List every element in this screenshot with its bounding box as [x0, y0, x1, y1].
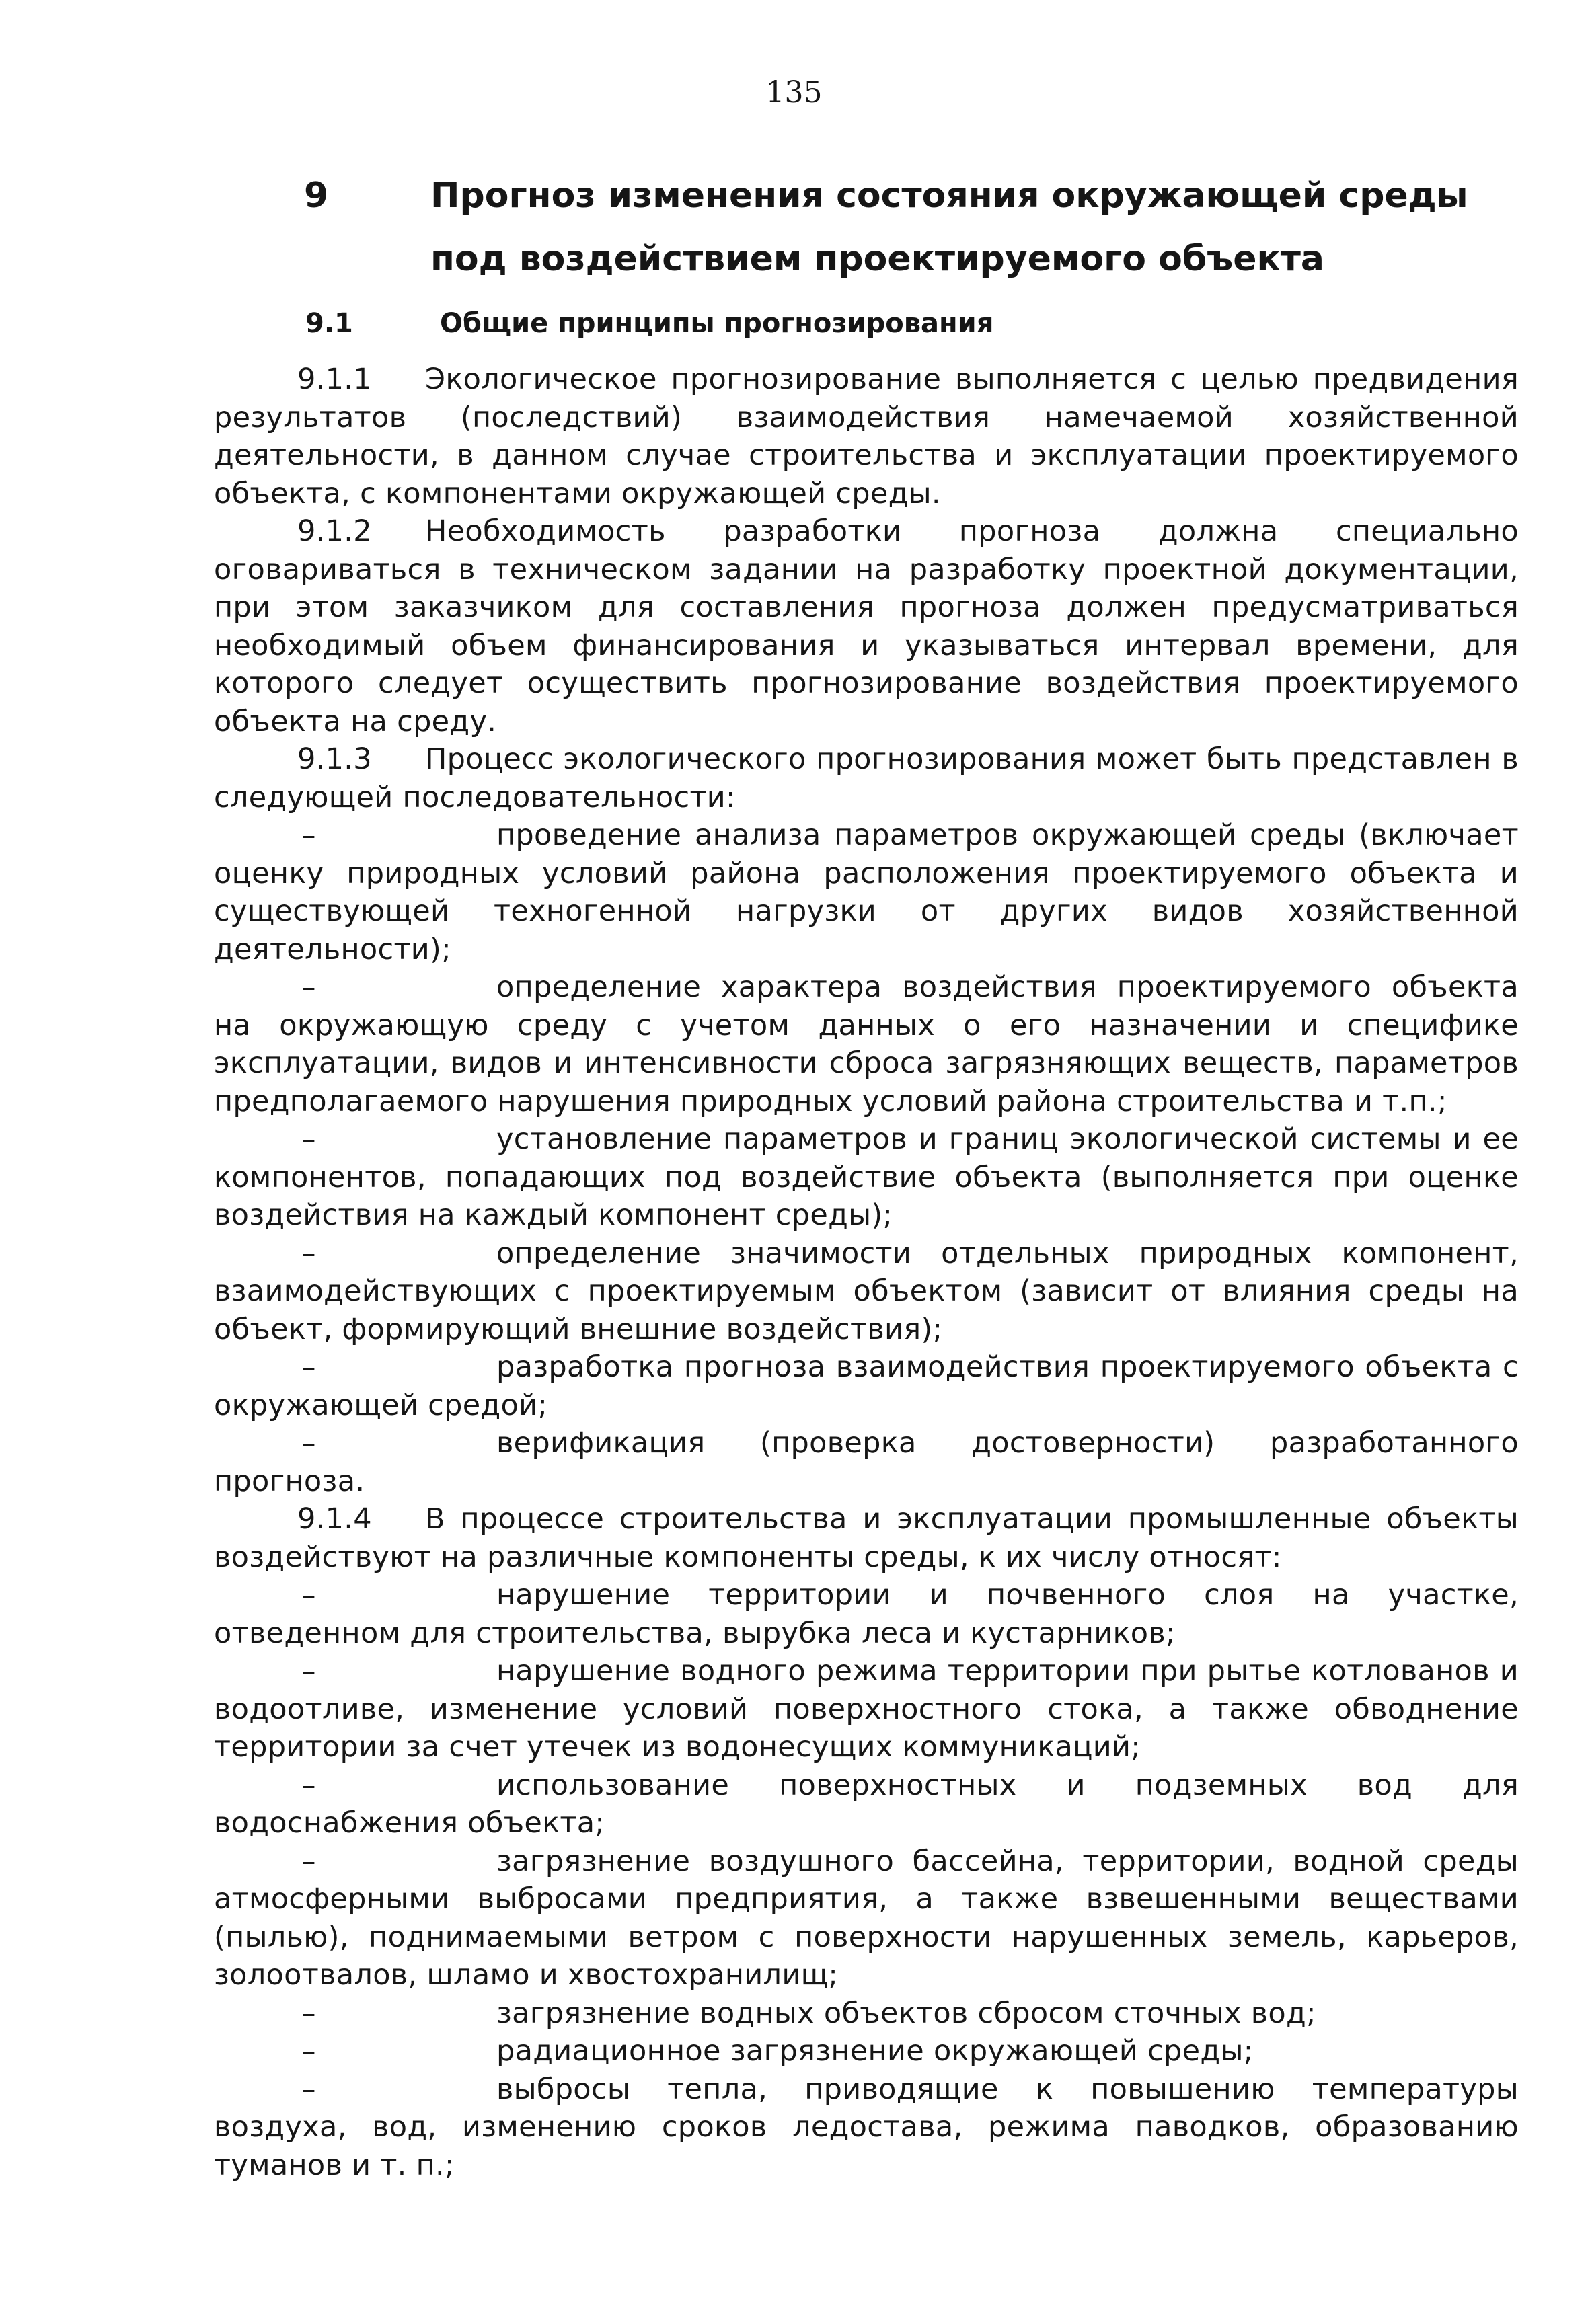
section-title: Прогноз изменения состояния окружающей среды под воздействием проектируемого объекта [430, 176, 1468, 279]
list-item [214, 1235, 1519, 1349]
list-item-text: выбросы тепла, приводящие к повышению температуры воздуха, вод, изменению сроков ледостава, режима паводков, образованию туманов и т. п.; [214, 2072, 1519, 2182]
list-dash: – [301, 1654, 316, 1688]
paragraph-number: 9.1.4 [297, 1502, 372, 1536]
list-item [214, 2070, 1519, 2185]
paragraph-text: Необходимость разработки прогноза должна специально оговариваться в техническом задании на разработку проектной документации, при этом заказчиком для составления прогноза должен предусматриваться необходимый объем финансирования и указываться интервал времени, для которого следует осуществить прогнозирование воздействия проектируемого объекта на среду. [214, 514, 1519, 738]
list-item [214, 816, 1519, 968]
list-item [214, 2032, 1519, 2070]
paragraph-9-1-1 [214, 360, 1519, 512]
list-item-text: нарушение водного режима территории при рытье котлованов и водоотливе, изменение условий поверхностного стока, а также обводнение территории за счет утечек из водонесущих коммуникаций; [214, 1654, 1519, 1764]
list-dash: – [301, 1768, 316, 1802]
paragraph-9-1-2 [214, 512, 1519, 740]
list-item-text: загрязнение водных объектов сбросом сточных вод; [496, 1996, 1316, 2030]
paragraph-9-1-4 [214, 1500, 1519, 1576]
list-item [214, 1576, 1519, 1652]
list-item [214, 1120, 1519, 1235]
list-dash: – [301, 1578, 316, 1612]
list-item-text: загрязнение воздушного бассейна, территории, водной среды атмосферными выбросами предприятия, а также взвешенными веществами (пылью), поднимаемыми ветром с поверхности нарушенных земель, карьеров, золоотвалов, шламо и хвостохранилищ; [214, 1844, 1519, 1992]
list-dash: – [301, 1844, 316, 1878]
list-item [214, 1652, 1519, 1767]
list-dash: – [301, 1122, 316, 1156]
list-dash: – [301, 1350, 316, 1384]
list-item-text: определение значимости отдельных природных компонент, взаимодействующих с проектируемым объектом (зависит от влияния среды на объект, формирующий внешние воздействия); [214, 1236, 1519, 1346]
list-dash: – [301, 1996, 316, 2030]
list-item-text: проведение анализа параметров окружающей среды (включает оценку природных условий района расположения проектируемого объекта и существующей техногенной нагрузки от других видов хозяйственной деятельности); [214, 818, 1519, 966]
list-item-text: разработка прогноза взаимодействия проектируемого объекта с окружающей средой; [214, 1350, 1519, 1422]
section-number: 9 [304, 176, 329, 216]
list-item [214, 1348, 1519, 1424]
paragraph-number: 9.1.2 [297, 514, 372, 548]
paragraph-text: В процессе строительства и эксплуатации промышленные объекты воздействуют на различные компоненты среды, к их числу относят: [214, 1502, 1519, 1574]
list-dash: – [301, 1236, 316, 1270]
subsection-number: 9.1 [305, 308, 353, 339]
list-item [214, 1843, 1519, 1994]
list-item-text: верификация (проверка достоверности) разработанного прогноза. [214, 1426, 1519, 1498]
list-item-text: установление параметров и границ экологической системы и ее компонентов, попадающих под воздействие объекта (выполняется при оценке воздействия на каждый компонент среды); [214, 1122, 1519, 1232]
subsection-title: Общие принципы прогнозирования [440, 308, 994, 339]
list-item-text: нарушение территории и почвенного слоя на участке, отведенном для строительства, вырубка леса и кустарников; [214, 1578, 1519, 1650]
list-dash: – [301, 2072, 316, 2106]
list-dash: – [301, 818, 316, 852]
paragraph-text: Экологическое прогнозирование выполняется с целью предвидения результатов (последствий) взаимодействия намечаемой хозяйственной деятельности, в данном случае строительства и эксплуатации проектируемого объекта, с компонентами окружающей среды. [214, 362, 1519, 510]
list-item-text: определение характера воздействия проектируемого объекта на окружающую среду с учетом данных о его назначении и специфике эксплуатации, видов и интенсивности сброса загрязняющих веществ, параметров предполагаемого нарушения природных условий района строительства и т.п.; [214, 970, 1519, 1118]
list-item [214, 1767, 1519, 1843]
list-dash: – [301, 970, 316, 1004]
list-item [214, 968, 1519, 1120]
paragraph-9-1-3 [214, 740, 1519, 816]
page-number: 135 [765, 75, 823, 110]
list-item-text: использование поверхностных и подземных вод для водоснабжения объекта; [214, 1768, 1519, 1840]
list-dash: – [301, 1426, 316, 1460]
list-item-text: радиационное загрязнение окружающей среды; [496, 2034, 1254, 2068]
list-item [214, 1424, 1519, 1500]
paragraph-number: 9.1.3 [297, 742, 372, 776]
body-text [214, 360, 1519, 2184]
list-dash: – [301, 2034, 316, 2068]
list-item [214, 1994, 1519, 2033]
paragraph-number: 9.1.1 [297, 362, 372, 396]
paragraph-text: Процесс экологического прогнозирования может быть представлен в следующей последовательности: [214, 742, 1519, 814]
